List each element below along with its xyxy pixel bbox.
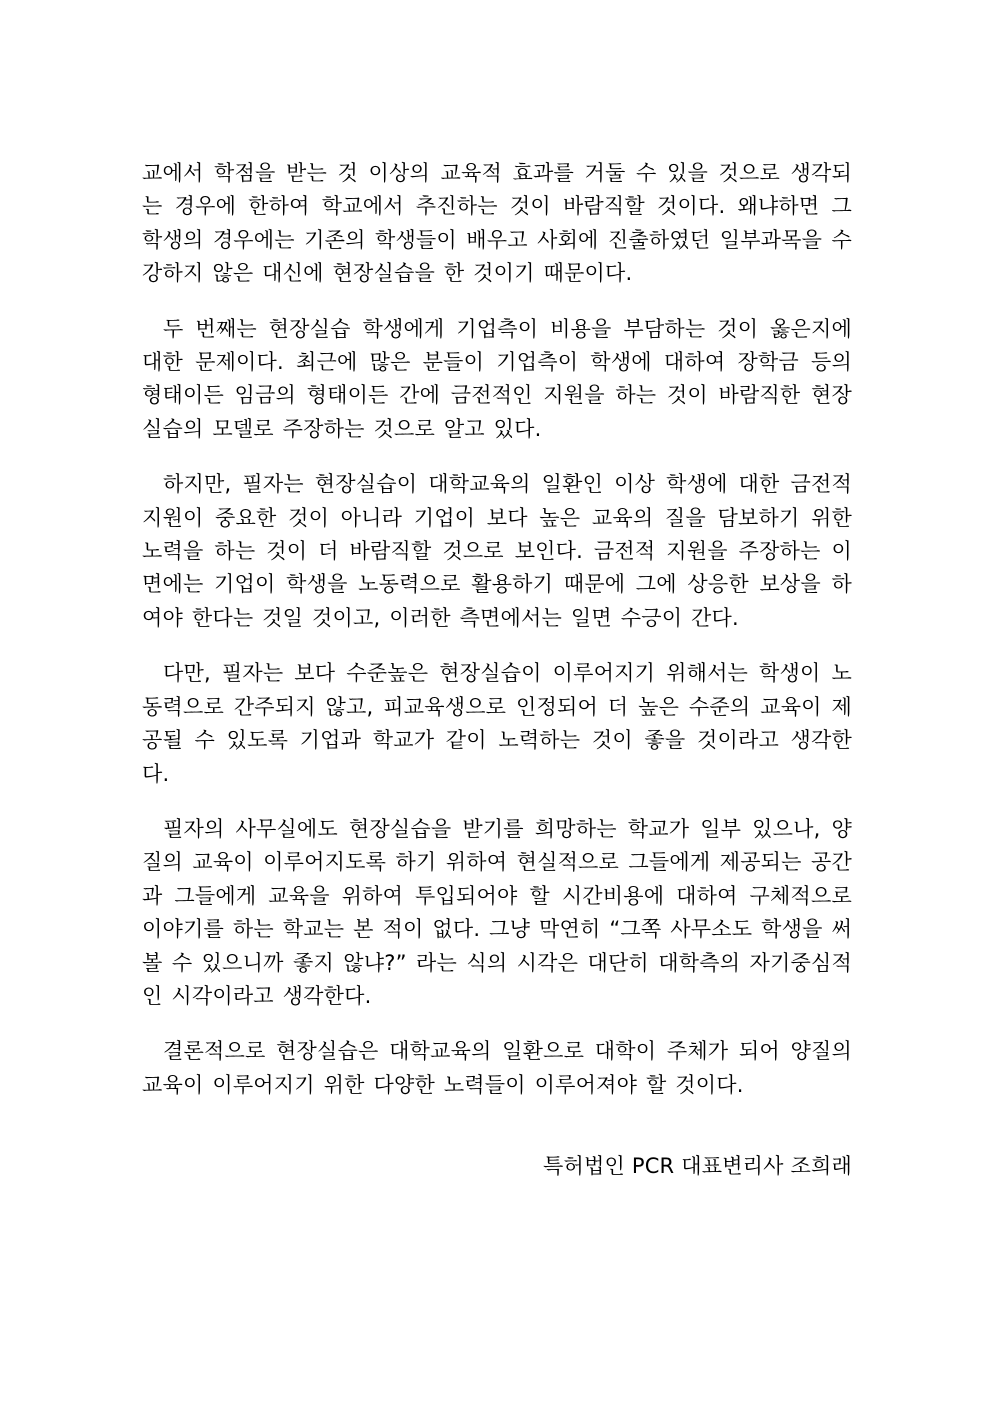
paragraph-1: 교에서 학점을 받는 것 이상의 교육적 효과를 거둘 수 있을 것으로 생각되는 경우에 한하여 학교에서 추진하는 것이 바람직할 것이다. 왜냐하면 그 학생의 경우에는 기존의 학생들이 배우고 사회에 진출하였던 일부과목을 수강하지 않은 대신에 현장실습을 한 것이기 때문이다. <box>142 161 852 286</box>
paragraph-3: 하지만, 필자는 현장실습이 대학교육의 일환인 이상 학생에 대한 금전적 지원이 중요한 것이 아니라 기업이 보다 높은 교육의 질을 담보하기 위한 노력을 하는 것이 더 바람직할 것으로 보인다. 금전적 지원을 주장하는 이면에는 기업이 학생을 노동력으로 활용하기 때문에 그에 상응한 보상을 하여야 한다는 것일 것이고, 이러한 측면에서는 일면 수긍이 간다. <box>142 472 852 630</box>
paragraph-2: 두 번째는 현장실습 학생에게 기업측이 비용을 부담하는 것이 옳은지에 대한 문제이다. 최근에 많은 분들이 기업측이 학생에 대하여 장학금 등의 형태이든 임금의 형태이든 간에 금전적인 지원을 하는 것이 바람직한 현장실습의 모델로 주장하는 것으로 알고 있다. <box>142 316 852 441</box>
paragraph-6: 결론적으로 현장실습은 대학교육의 일환으로 대학이 주체가 되어 양질의 교육이 이루어지기 위한 다양한 노력들이 이루어져야 할 것이다. <box>142 1039 852 1097</box>
document-page <box>142 157 852 1183</box>
author-signature: 특허법인 PCR 대표변리사 조희래 <box>543 1154 852 1179</box>
paragraph-4: 다만, 필자는 보다 수준높은 현장실습이 이루어지기 위해서는 학생이 노동력으로 간주되지 않고, 피교육생으로 인정되어 더 높은 수준의 교육이 제공될 수 있도록 기업과 학교가 같이 노력하는 것이 좋을 것이라고 생각한다. <box>142 661 852 786</box>
paragraph-5: 필자의 사무실에도 현장실습을 받기를 희망하는 학교가 일부 있으나, 양질의 교육이 이루어지도록 하기 위하여 현실적으로 그들에게 제공되는 공간과 그들에게 교육을 위하여 투입되어야 할 시간비용에 대하여 구체적으로 이야기를 하는 학교는 본 적이 없다. 그냥 막연히 “그쪽 사무소도 학생을 써 볼 수 있으니까 좋지 않냐?” 라는 식의 시각은 대단히 대학측의 자기중심적인 시각이라고 생각한다. <box>142 816 852 1008</box>
